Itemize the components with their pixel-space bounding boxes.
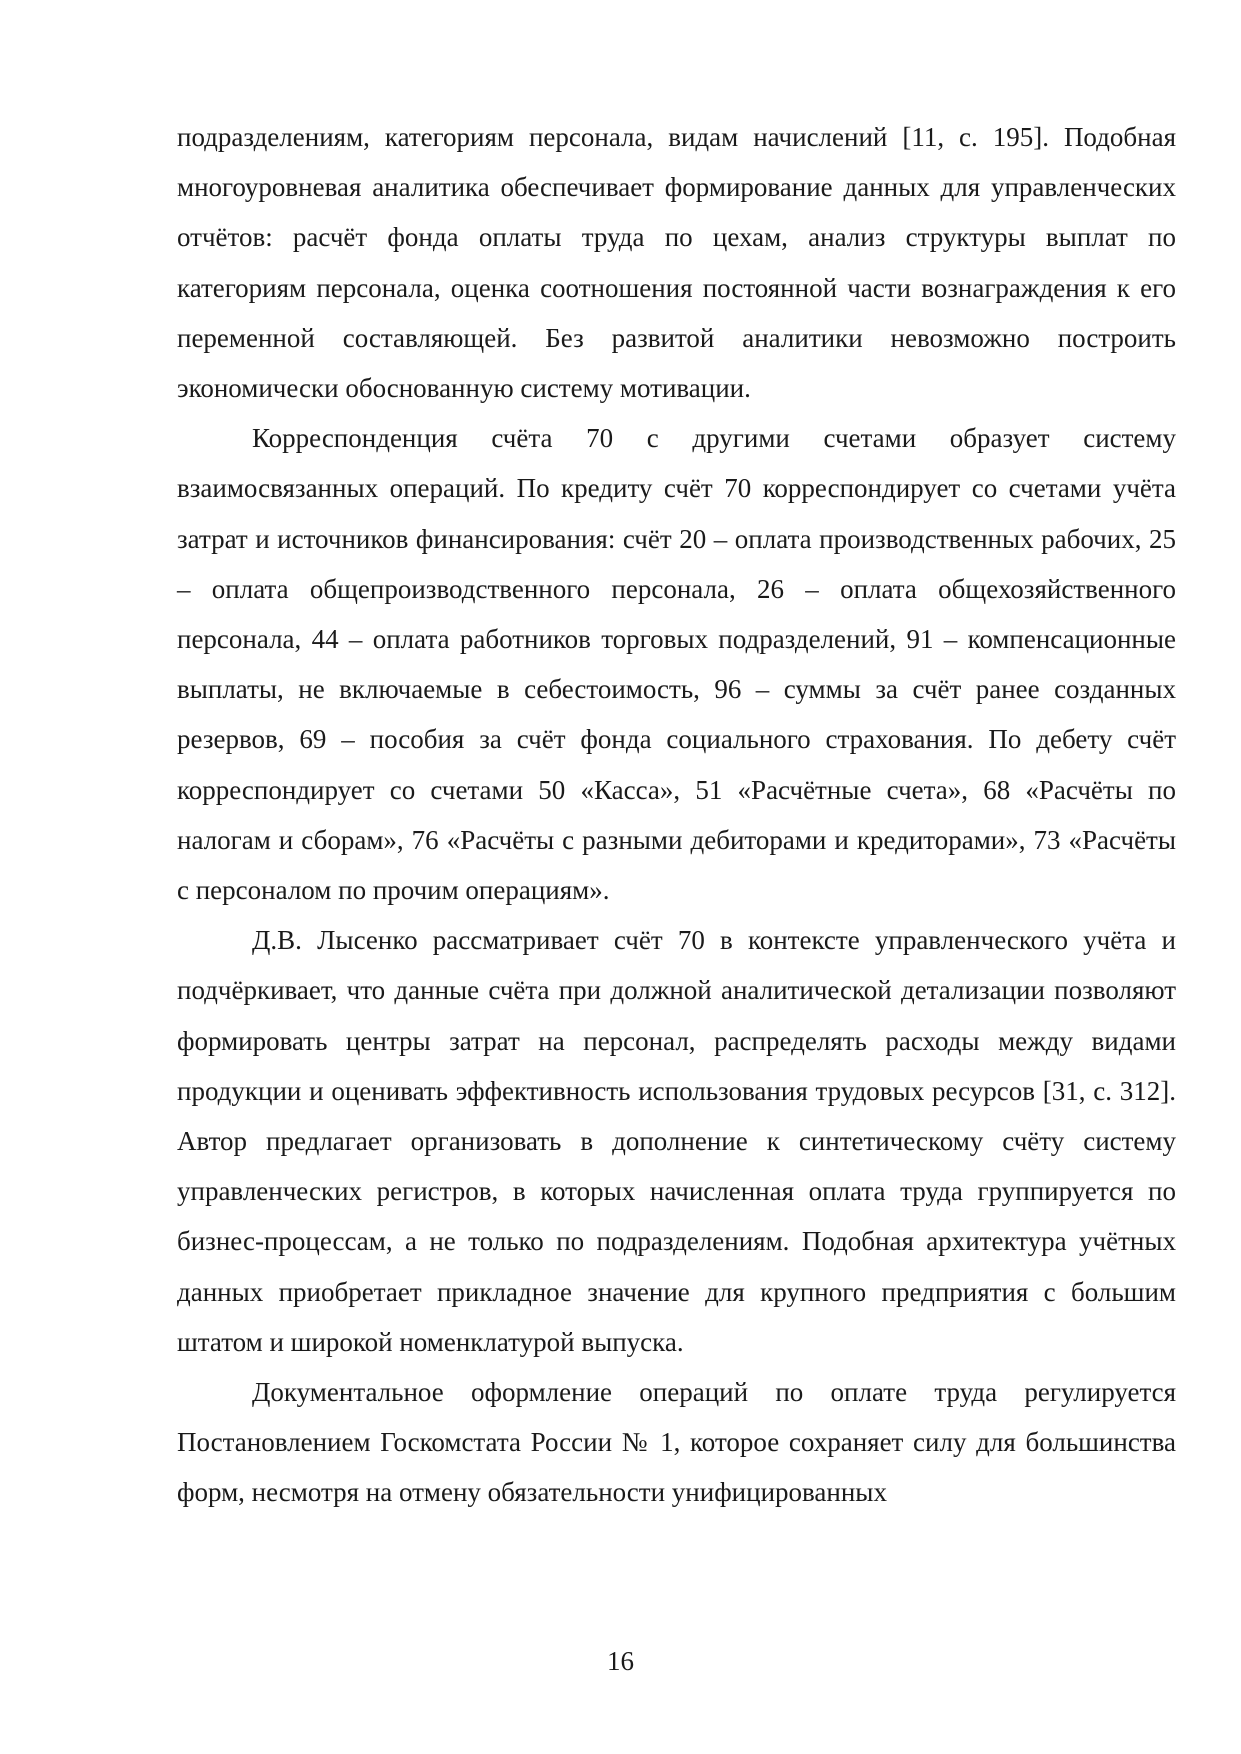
paragraph-1: подразделениям, категориям персонала, видам начислений [11, с. 195]. Подобная многоуровневая аналитика обеспечивает формирование данных для управленческих отчётов: расчёт фонда оплаты труда по цехам, анализ структуры выплат по категориям персонала, оценка соотношения постоянной части вознаграждения к его переменной составляющей. Без развитой аналитики невозможно построить экономически обоснованную систему мотивации. — [177, 122, 1176, 404]
body-text — [177, 112, 1176, 1518]
paragraph-2: Корреспонденция счёта 70 с другими счетами образует систему взаимосвязанных операций. По кредиту счёт 70 корреспондирует со счетами учёта затрат и источников финансирования: счёт 20 – оплата производственных рабочих, 25 – оплата общепроизводственного персонала, 26 – оплата общехозяйственного персонала, 44 – оплата работников торговых подразделений, 91 – компенсационные выплаты, не включаемые в себестоимость, 96 – суммы за счёт ранее созданных резервов, 69 – пособия за счёт фонда социального страхования. По дебету счёт корреспондирует со счетами 50 «Касса», 51 «Расчётные счета», 68 «Расчёты по налогам и сборам», 76 «Расчёты с разными дебиторами и кредиторами», 73 «Расчёты с персоналом по прочим операциям». — [177, 423, 1176, 906]
paragraph-3: Д.В. Лысенко рассматривает счёт 70 в контексте управленческого учёта и подчёркивает, что данные счёта при должной аналитической детализации позволяют формировать центры затрат на персонал, распределять расходы между видами продукции и оценивать эффективность использования трудовых ресурсов [31, с. 312]. Автор предлагает организовать в дополнение к синтетическому счёту систему управленческих регистров, в которых начисленная оплата труда группируется по бизнес-процессам, а не только по подразделениям. Подобная архитектура учётных данных приобретает прикладное значение для крупного предприятия с большим штатом и широкой номенклатурой выпуска. — [177, 925, 1176, 1357]
paragraph-4: Документальное оформление операций по оплате труда регулируется Постановлением Госкомстата России № 1, которое сохраняет силу для большинства форм, несмотря на отмену обязательности унифицированных — [177, 1377, 1176, 1508]
page-number: 16 — [607, 1646, 634, 1676]
